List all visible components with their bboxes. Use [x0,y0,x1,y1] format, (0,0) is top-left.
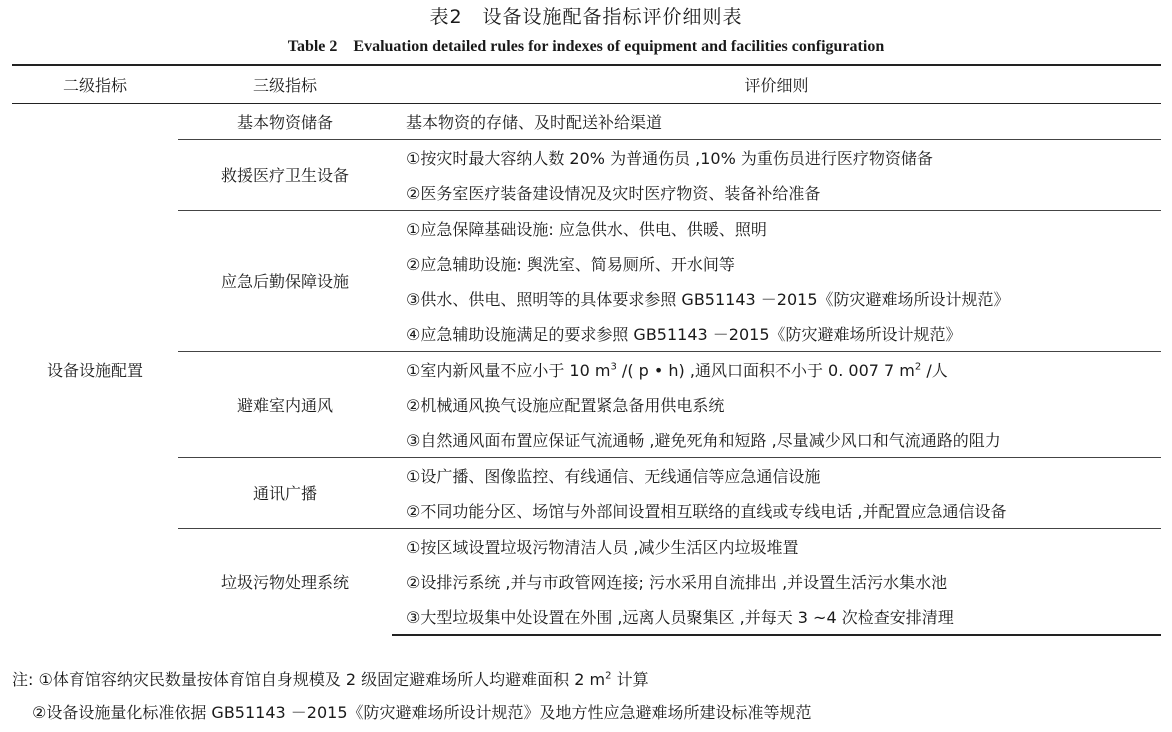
table-row [12,457,1161,493]
rule-text: ①按区域设置垃圾污物清洁人员 ,减少生活区内垃圾堆置 [392,528,1161,564]
evaluation-table [12,64,1161,636]
header-row [12,65,1161,103]
header-level2: 二级指标 [12,65,178,103]
table-row [12,139,1161,175]
table-title-en: Table 2 Evaluation detailed rules for indexes of equipment and facilities configuration [287,38,885,55]
note-text: 计算 [611,670,649,689]
rule-text: ③供水、供电、照明等的具体要求参照 GB51143 －2015《防灾避难场所设计规范》 [406,289,1010,309]
table-row [12,210,1161,246]
level3-indicator: 避难室内通风 [178,351,392,457]
rule-text-part: ①室内新风量不应小于 10 m [406,360,611,380]
level3-indicator: 基本物资储备 [178,103,392,139]
rule-text: ③大型垃圾集中处设置在外围 ,远离人员聚集区 ,并每天 3 ~4 次检查安排清理 [392,599,1161,635]
level3-indicator: 救援医疗卫生设备 [178,139,392,210]
table-title-cn: 表2 设备设施配备指标评价细则表 [429,6,743,28]
rule-text: ②机械通风换气设施应配置紧急备用供电系统 [406,395,725,415]
table-notes [12,663,812,729]
rule-text: ②不同功能分区、场馆与外部间设置相互联络的直线或专线电话 ,并配置应急通信设备 [406,501,1007,521]
rule-text-ventilation [392,351,1161,387]
rule-text: 基本物资的存储、及时配送补给渠道 [392,103,1161,139]
rule-text-part: /( p • h) ,通风口面积不小于 0. 007 7 m [616,360,915,380]
level3-indicator: 垃圾污物处理系统 [178,528,392,635]
rule-text: ②设排污系统 ,并与市政管网连接; 污水采用自流排出 ,并设置生活污水集水池 [406,572,948,592]
rule-text-part: /人 [921,360,948,380]
rule-text: ③自然通风面布置应保证气流通畅 ,避免死角和短路 ,尽量减少风口和气流通路的阻力 [406,430,1001,450]
table-row [12,103,1161,139]
table-row [12,528,1161,564]
note-2: ②设备设施量化标准依据 GB51143 －2015《防灾避难场所设计规范》及地方性应急避难场所建设标准等规范 [32,703,812,722]
table-row [12,351,1161,387]
superscript: 3 [610,361,617,373]
header-rules: 评价细则 [392,65,1161,103]
superscript: 2 [605,670,612,682]
header-level3: 三级指标 [178,65,392,103]
rule-text: ①按灾时最大容纳人数 20% 为普通伤员 ,10% 为重伤员进行医疗物资储备 [392,139,1161,175]
level3-indicator: 应急后勤保障设施 [178,210,392,351]
rule-text: ②应急辅助设施: 舆洗室、简易厕所、开水间等 [406,254,735,274]
rule-text: ①设广播、图像监控、有线通信、无线通信等应急通信设施 [392,457,1161,493]
level3-indicator: 通讯广播 [178,457,392,528]
superscript: 2 [914,361,922,373]
note-1 [12,663,812,696]
note-text: 注: ①体育馆容纳灾民数量按体育馆自身规模及 2 级固定避难场所人均避难面积 2 m [12,670,606,689]
rule-text: ①应急保障基础设施: 应急供水、供电、供暖、照明 [392,210,1161,246]
rule-text: ②医务室医疗装备建设情况及灾时医疗物资、装备补给准备 [406,183,821,203]
rule-text: ④应急辅助设施满足的要求参照 GB51143 －2015《防灾避难场所设计规范》 [406,324,962,344]
level2-indicator: 设备设施配置 [46,360,143,380]
